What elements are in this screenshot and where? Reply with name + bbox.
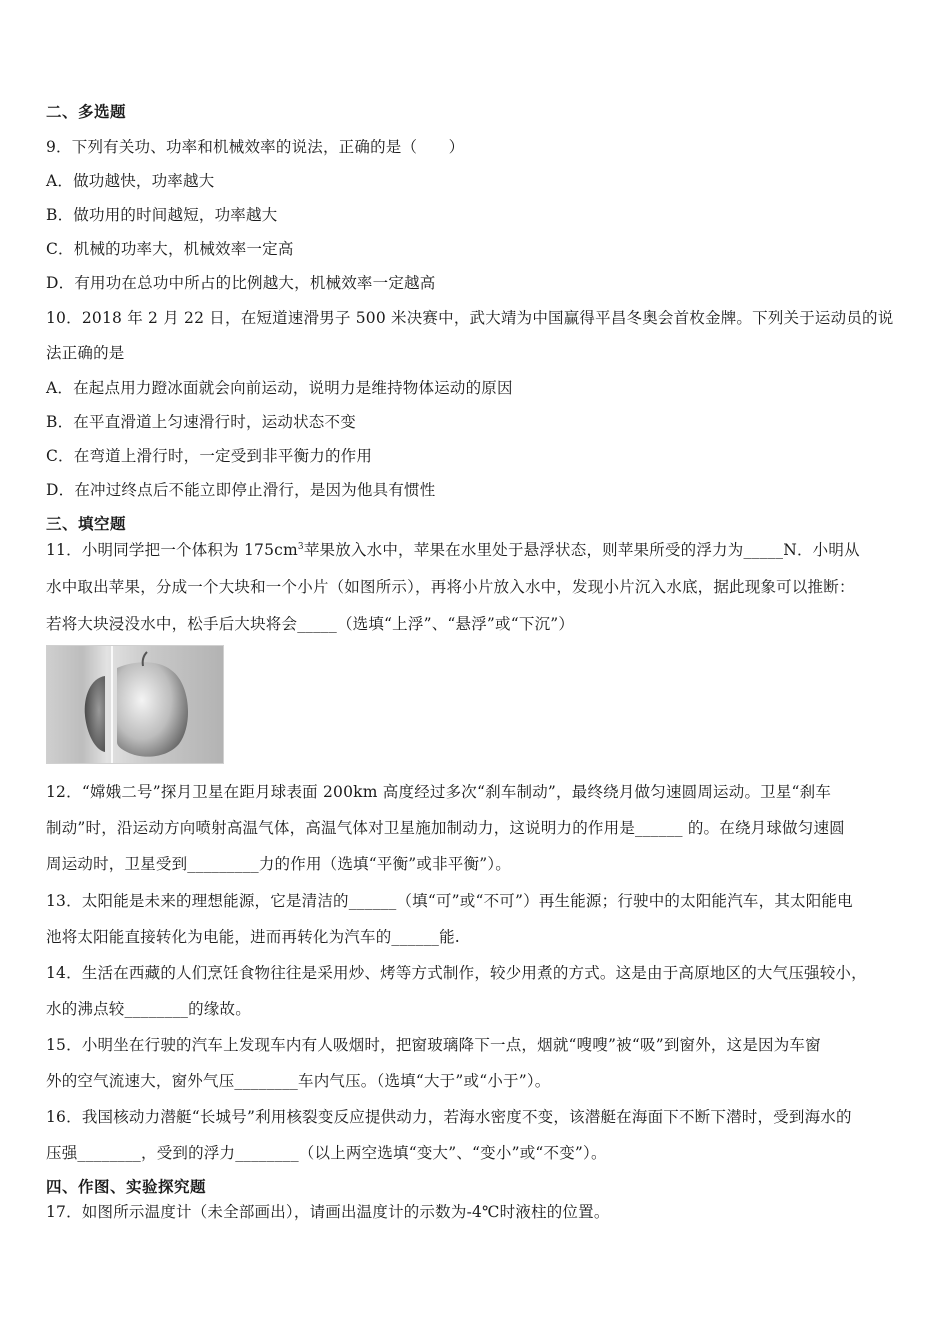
apple-small-slice [85, 676, 105, 752]
question-16-line1: 16．我国核动力潜艇“长城号”利用核裂变反应提供动力，若海水密度不变，该潜艇在海面下不断下潜时，受到海水的 [46, 1108, 852, 1126]
question-11-line2: 水中取出苹果，分成一个大块和一个小片（如图所示），再将小片放入水中，发现小片沉入水底，据此现象可以推断： [46, 578, 855, 596]
section-multiple-choice-title: 二、多选题 [46, 102, 127, 121]
question-9-option-b: B．做功用的时间越短，功率越大 [46, 206, 278, 224]
question-14-line2: 水的沸点较________的缘故。 [46, 1000, 251, 1018]
question-13-line1: 13．太阳能是未来的理想能源，它是清洁的______（填“可”或“不可”）再生能源；行驶中的太阳能汽车，其太阳能电 [46, 892, 853, 910]
question-9-stem: 9．下列有关功、功率和机械效率的说法，正确的是（ ） [46, 138, 465, 156]
question-12-line2: 制动”时，沿运动方向喷射高温气体，高温气体对卫星施加制动力，这说明力的作用是______ 的。在绕月球做匀速圆 [46, 819, 845, 837]
section-experiment-title: 四、作图、实验探究题 [46, 1177, 207, 1196]
question-9-option-d: D．有用功在总功中所占的比例越大，机械效率一定越高 [46, 274, 436, 292]
question-9-option-c: C．机械的功率大，机械效率一定高 [46, 240, 294, 258]
question-12-line1: 12．“嫦娥二号”探月卫星在距月球表面 200km 高度经过多次“刹车制动”，最终绕月做匀速圆周运动。卫星“刹车 [46, 783, 832, 801]
question-9-option-a: A．做功越快，功率越大 [46, 172, 215, 190]
question-16-line2: 压强________，受到的浮力________（以上两空选填“变大”、“变小”或“不变”）。 [46, 1144, 607, 1162]
question-10-stem-line2: 法正确的是 [46, 344, 125, 362]
question-11-line3: 若将大块浸没水中，松手后大块将会_____（选填“上浮”、“悬浮”或“下沉”） [46, 615, 575, 633]
question-10-option-b: B．在平直滑道上匀速滑行时，运动状态不变 [46, 413, 356, 431]
apple-large-piece [117, 662, 188, 756]
question-14-line1: 14．生活在西藏的人们烹饪食物往往是采用炒、烤等方式制作，较少用煮的方式。这是由于高原地区的大气压强较小， [46, 964, 867, 982]
question-10-option-a: A．在起点用力蹬冰面就会向前运动，说明力是维持物体运动的原因 [46, 379, 513, 397]
question-10-stem-line1: 10．2018 年 2 月 22 日，在短道速滑男子 500 米决赛中，武大靖为中国赢得平昌冬奥会首枚金牌。下列关于运动员的说 [46, 309, 894, 327]
question-10-option-d: D．在冲过终点后不能立即停止滑行，是因为他具有惯性 [46, 481, 436, 499]
question-15-line2: 外的空气流速大，窗外气压________车内气压。（选填“大于”或“小于”）。 [46, 1072, 551, 1090]
question-11-line1-text: 11．小明同学把一个体积为 175cm [46, 541, 298, 559]
question-11-line1 [46, 539, 910, 561]
superscript-three: 3 [297, 541, 304, 552]
section-fill-blank-title: 三、填空题 [46, 514, 127, 533]
apple-illustration [47, 646, 223, 763]
question-10-option-c: C．在弯道上滑行时，一定受到非平衡力的作用 [46, 447, 373, 465]
question-12-line3: 周运动时，卫星受到_________力的作用（选填“平衡”或非平衡”）。 [46, 855, 511, 873]
question-15-line1: 15．小明坐在行驶的汽车上发现车内有人吸烟时，把窗玻璃降下一点，烟就“嗖嗖”被“吸”到窗外，这是因为车窗 [46, 1036, 821, 1054]
apple-figure [46, 645, 224, 764]
cut-gap [111, 646, 113, 763]
question-17: 17．如图所示温度计（未全部画出），请画出温度计的示数为-4℃时液柱的位置。 [46, 1203, 610, 1221]
question-11-line1-rest: 苹果放入水中，苹果在水里处于悬浮状态，则苹果所受的浮力为_____N．小明从 [303, 541, 860, 559]
question-13-line2: 池将太阳能直接转化为电能，进而再转化为汽车的______能. [46, 928, 460, 946]
